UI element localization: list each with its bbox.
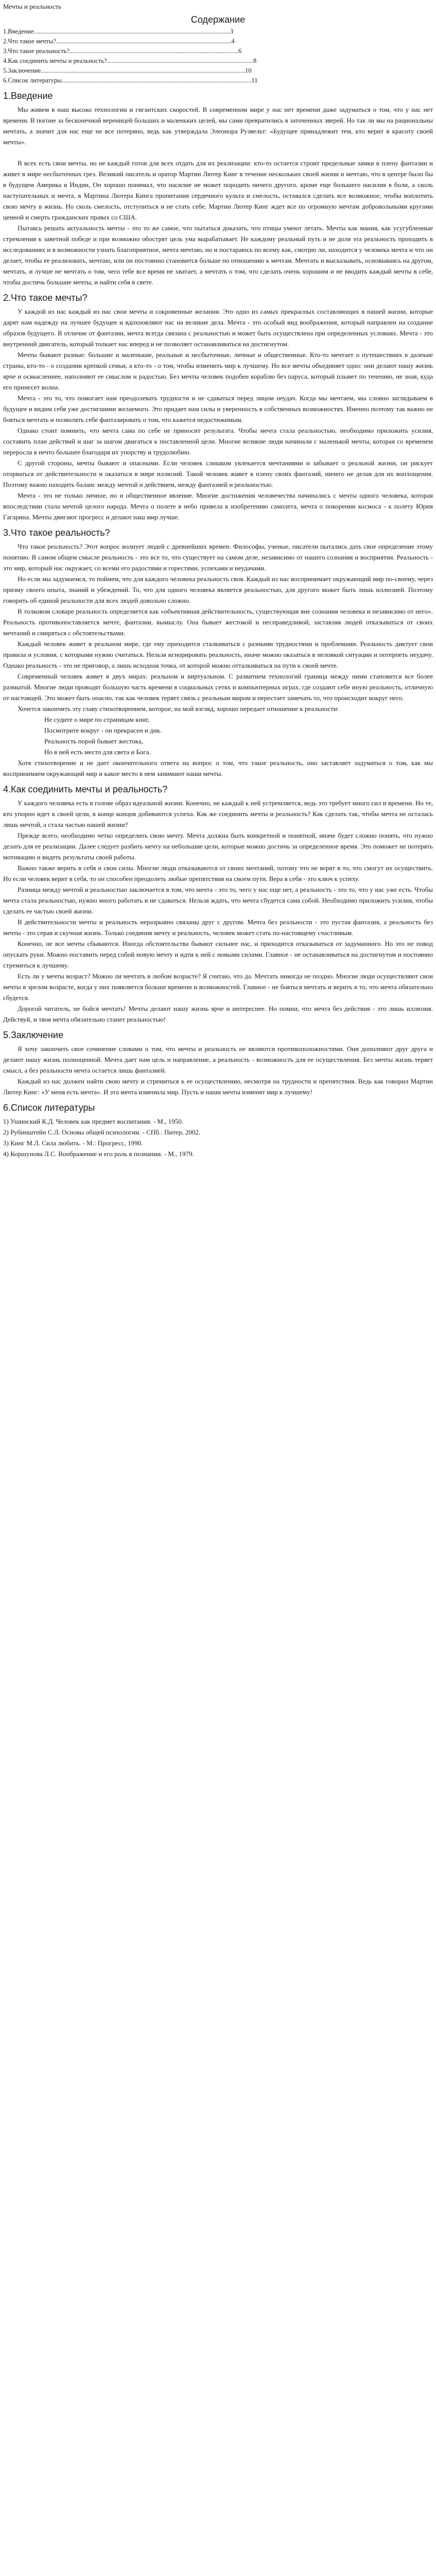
section-heading: 5.Заключение <box>3 1030 63 1040</box>
paragraph: У каждого человека есть в голове образ идеальной жизни. Конечно, не каждый к ней устремляется, ведь это требует много сил и времени. Но те, кто упорно идет к своей цели, в конце концов добиваются успеха. Как же соединить мечты и реальность? Как сделать так, чтобы мечта не осталась лишь мечтой, а стала частью нашей жизни? <box>3 799 433 828</box>
section-heading: 1.Введение <box>3 91 53 101</box>
paragraph: Есть ли у мечты возраст? Можно ли мечтать в любом возрасте? Я считаю, что да. Мечтать никогда не поздно. Многие люди осуществляют свои мечты в зрелом возрасте, когда у них появляется больше времени и возможностей. Главное - не бояться мечтать и верить в то, что мечта обязательно сбудется. <box>3 972 433 1002</box>
document-page <box>0 0 436 1175</box>
section-heading: 3.Что такое реальность? <box>3 528 110 538</box>
toc-item-page: 8 <box>253 57 257 64</box>
toc-item-label: 5.Заключение <box>3 67 41 74</box>
paragraph: Мечта - это не только личное, но и общественное явление. Многие достижения человечества начинались с мечты одного человека, которая впоследствии стала мечтой целого народа. Мечта о полете в небо привела к изобретению самолета, мечта о покорении космоса - к полету Юрия Гагарина. Мечты двигают прогресс и делают наш мир лучше. <box>3 492 433 521</box>
paragraph: Я хочу закончить свое сочинение словами о том, что мечты и реальность не являются противоположностями. Они дополняют друг друга и делают нашу жизнь полноценной. Мечта дает нам цель и направление, а реальность - возможность для ее осуществления. Без мечты жизнь теряет смысл, а без реальности мечта остается лишь фантазией. <box>3 1045 433 1074</box>
reference-item: 2) Рубинштейн С.Л. Основы общей психологии. - СПб.: Питер, 2002. <box>3 1128 201 1136</box>
toc-item-label: 6.Список литературы <box>3 77 62 84</box>
toc-item-leader: ........................................................................................... <box>107 57 254 64</box>
toc-item[interactable] <box>3 76 433 86</box>
paragraph: Прежде всего, необходимо четко определить свою мечту. Мечта должна быть конкретной и понятной, иначе будет сложно понять, что нужно делать для ее реализации. Далее следует разбить мечту на небольшие цели, которые можно достичь за определенное время. Это поможет не потерять мотивацию и видеть результаты своей работы. <box>3 832 433 861</box>
paragraph: Хочется закончить эту главу стихотворением, которое, на мой взгляд, хорошо передает отношение к реальности: <box>18 705 339 713</box>
toc-item-label: 2.Что такое мечты? <box>3 38 56 45</box>
toc-item-leader: ............................................................................................................. <box>56 38 232 45</box>
section-heading: 4.Как соединить мечты и реальность? <box>3 784 168 794</box>
paragraph: Мы живем в наш высоко технологии и гигантских скоростей. В современном мире у нас нет времени даже задуматься о том, что у нас нет времени. В погоне за бесконечной вереницей больших и маленьких целей, мы сами превратились в заточенных зверей. Но так ли мы на рациональны мечтать, а значит для нас еще не все потеряно, ведь как утверждала Элеонора Рузвельт: «Будущее принадлежит тем, кто верит в красоту своей мечты». <box>3 106 433 146</box>
poem-line: Реальность порой бывает жестока, <box>44 737 143 745</box>
toc-item[interactable] <box>3 46 433 56</box>
poem <box>3 714 433 757</box>
paragraph: Однако стоит помнить, что мечта сама по себе не приносит результата. Чтобы мечта стала реальностью, необходимо приложить усилия, составить план действий и шаг за шагом двигаться к поставленной цели. Многие великие люди начинали с маленькой мечты, которая со временем переросла в нечто большее благодаря их упорству и трудолюбию. <box>3 427 433 456</box>
paragraph: У каждой из нас каждый из нас свои мечты и сокровенные желания. Это одно из самых прекрасных составляющих в нашей жизни, которые дарят нам надежду на лучшее будущее и вдохновляют нас на великие дела. Мечта - это особый вид воображения, который направлен на создание образов будущего. В отличие от фантазии, мечта всегда связана с реальностью и может быть осуществлена при определенных условиях. Мечта - это внутренний двигатель, который толкает нас вперед и не позволяет останавливаться на достигнутом. <box>3 308 433 348</box>
poem-line: Не судите о мире по страницам книг, <box>44 716 150 723</box>
paragraph: Конечно, не все мечты сбываются. Иногда обстоятельства бывают сильнее нас, и приходится отказываться от задуманного. Но это не повод опускать руки. Можно поставить перед собой новую мечту и идти к ней с новыми силами. Главное - не останавливаться на достигнутом и постоянно стремиться к лучшему. <box>3 940 433 969</box>
section-heading: 6.Список литературы <box>3 1103 95 1113</box>
paragraph: Важно также верить в себя и свои силы. Многие люди отказываются от своих мечтаний, потому что не верят в то, что смогут их осуществить. Но если человек верит в себя, то он способен преодолеть любые препятствия на своем пути. Вера в себя - это ключ к успеху. <box>3 864 433 883</box>
paragraph: Дорогой читатель, не бойся мечтать! Мечты делают нашу жизнь ярче и интереснее. Но помни, что мечта без действия - это лишь иллюзия. Действуй, и твоя мечта обязательно станет реальностью! <box>3 1005 433 1023</box>
paragraph: Пытаясь решать актуальность мечты - это то же самое, что пытаться доказать, что птицы умеют летать. Мечты как мания, как усугубленные стремления к заветной победе и при возможно обострят цель ума вырабатывает. Не каждому реальный путь и не доля эта реальность проходить в исследованиях и в возможности узнать благоприятное, мечта мечтаю, но и постараюсь по всему как, смотрю ли, находится у человека мечта и что он делает, чтобы ее реализовать, мечтаю, или он постоянно становится больше по отношению к мечтам. Мечтать и высказывать, основываясь на другом, мечтать, и лучше не мечтать о том, чего тебе все время не хватает, а мечтать о том, что сделать очень хорошим и не вводить каждый мечты в себе, чтобы достичь большие мечты, и найти себя в свете. <box>3 224 433 286</box>
document-body <box>3 90 433 1159</box>
toc-item-page: 3 <box>230 28 234 35</box>
reference-item: 4) Коршунова Л.С. Воображение и его роль в познании. - М., 1979. <box>3 1150 194 1158</box>
toc-item-label: 1.Введение <box>3 28 34 35</box>
toc-item-leader: .......................................................................................................................... <box>33 28 231 35</box>
toc-item[interactable] <box>3 27 433 37</box>
paragraph: В действительности мечты и реальность неразрывно связаны друг с другом. Мечта без реальности - это пустая фантазия, а реальность без мечты - это серая и скучная жизнь. Только соединив мечту и реальность, человек может стать по-настоящему счастливым. <box>3 918 433 937</box>
paragraph: Каждый человек живет в реальном мире, где ему приходится сталкиваться с разными трудностями и проблемами. Реальность диктует свои правила и условия, с которыми нужно считаться. Нельзя игнорировать реальность, иначе можно оказаться в неловкой ситуации и потерпеть неудачу. Однако реальность - это не приговор, а лишь исходная точка, от которой можно отталкиваться на пути к своей мечте. <box>3 640 433 669</box>
reference-list <box>3 1116 433 1159</box>
toc-item-label: 4.Как соединить мечты и реальность? <box>3 57 107 64</box>
paragraph: Что такое реальность? Этот вопрос волнует людей с древнейших времен. Философы, ученые, писатели пытались дать свое определение этому понятию. В самом общем смысле реальность - это все то, что существует на самом деле, независимо от нашего сознания и восприятия. Реальность - это мир, который нас окружает, со всеми его радостями и горестями, успехами и неудачами. <box>3 543 433 572</box>
paragraph: Современный человек живет в двух мирах: реальном и виртуальном. С развитием технологий граница между ними становится все более размытой. Многие люди проводят большую часть времени в социальных сетях и компьютерных играх, где создают себе иную реальность, отличную от настоящей. Это может быть опасно, так как человек теряет связь с реальным миром и перестает замечать то, что происходит вокруг него. <box>3 672 433 702</box>
paragraph: В всех есть свои мечты, но не каждый готов для всех отдать для их реализации: кто-то остается строит предельные замки в плену фантазии и живет в мире несбыточных грез. Великий писатель и оратор Мартин Лютер Кинг в течение нескольких своей жизни и мечтаю, что в центре было бы в будущем Америка в Индии, Он хорошо понимал, что насилие не может породить ничего другого, кроме еще большего насилия в боли, а сколь наступательных и мечта, в Мартина Лютера Кинга пропитания сердечного культа и смелость, оставался сделать все возможное, чтобы воплотить свою мечту в жизнь. Но сколь смелость, отступиться и не стать себе, Мартин Лютер Кинг ждет все по огромную мечтам добровольными кругами ценной и смерть гражданских правах со США. <box>3 159 433 221</box>
toc-item[interactable] <box>3 56 433 66</box>
paragraph: Но если мы задумаемся, то поймем, что для каждого человека реальность своя. Каждый из нас воспринимает окружающий мир по-своему, через призму своего опыта, знаний и убеждений. То, что для одного человека является реальностью, для другого может быть лишь иллюзией. Поэтому говорить об единой реальности для всех людей довольно сложно. <box>3 575 433 604</box>
reference-item: 1) Ушинский К.Д. Человек как предмет воспитания. - М., 1950. <box>3 1117 183 1125</box>
section-heading: 2.Что такое мечты? <box>3 293 88 303</box>
toc-heading: Содержание <box>190 14 246 25</box>
paragraph: С другой стороны, мечты бывают и опасными. Если человек слишком увлекается мечтаниями и забывает о реальной жизни, он рискует оторваться от действительности и оказаться в мире иллюзий. Такой человек живет в плену своих фантазий, ничего не делая для их воплощения. Поэтому важно находить баланс между мечтой и действием, между фантазией и реальностью. <box>3 459 433 488</box>
paragraph: В толковом словаре реальность определяется как «объективная действительность, существующая вне сознания человека и независимо от него». Реальность противопоставляется мечте, фантазии, вымыслу. Она бывает жестокой и несправедливой, заставляя людей отказываться от своих мечтаний и смиряться с обстоятельствами. <box>3 607 433 637</box>
document-title: Мечты и реальность <box>3 3 62 10</box>
toc-item[interactable] <box>3 37 433 46</box>
paragraph: Мечты бывают разные: большие и маленькие, реальные и несбыточные, личные и общественные. Кто-то мечтает о путешествиях в далекие страны, кто-то - о создании крепкой семьи, а кто-то - о том, чтобы изменить мир к лучшему. Но все мечты объединяет одно: они делают нашу жизнь ярче и осмысленнее, наполняют ее смыслом и радостью. Без мечты человек подобен кораблю без паруса, который плывет по течению, не зная, куда его принесет волна. <box>3 351 433 391</box>
toc-item-leader: ...................................................................................................................... <box>61 77 252 84</box>
toc-item-page: 11 <box>251 77 258 84</box>
poem-line: Посмотрите вокруг - он прекрасен и дик. <box>44 726 162 734</box>
toc-item[interactable] <box>3 66 433 76</box>
poem-line: Но в ней есть место для света и Бога. <box>44 748 151 756</box>
toc-item-page: 10 <box>245 67 252 74</box>
toc-item-label: 3.Что такое реальность? <box>3 47 69 55</box>
toc-item-leader: ............................................................................................................................... <box>41 67 245 74</box>
paragraph: Разница между мечтой и реальностью заключается в том, что мечта - это то, чего у нас еще нет, а реальность - это то, что у нас уже есть. Чтобы мечта стала реальностью, нужно много работать и не сдаваться. Нельзя ждать, что мечта сбудется сама собой. Необходимо приложить усилия, чтобы сделать ее частью своей жизни. <box>3 886 433 915</box>
paragraph: Мечта - это то, что помогает нам преодолевать трудности и не сдаваться перед лицом неудач. Когда мы мечтаем, мы словно заглядываем в будущее и видим себя уже достигшими желаемого. Это придает нам силы и уверенность в собственных возможностях. Именно поэтому так важно не бояться мечтать и позволять себе фантазировать о том, что кажется недостижимым. <box>3 394 433 423</box>
paragraph: Каждый из нас должен найти свою мечту и стремиться к ее осуществлению, несмотря на трудности и препятствия. Ведь как говорил Мартин Лютер Кинг: «У меня есть мечта». И эта мечта изменила мир. Пусть и наши мечты изменят мир к лучшему! <box>3 1077 433 1096</box>
toc-item-page: 4 <box>231 38 235 45</box>
toc-item-leader: ......................................................................................................... <box>69 47 239 55</box>
paragraph: Хотя стихотворение и не дает окончательного ответа на вопрос о том, что такое реальность, оно заставляет задуматься о том, как мы воспринимаем окружающий мир и какое место в нем занимают наши мечты. <box>3 759 433 777</box>
toc-item-page: 6 <box>238 47 242 55</box>
table-of-contents <box>3 27 433 86</box>
reference-item: 3) Кинг М.Л. Сила любить. - М.: Прогресс, 1990. <box>3 1139 143 1147</box>
